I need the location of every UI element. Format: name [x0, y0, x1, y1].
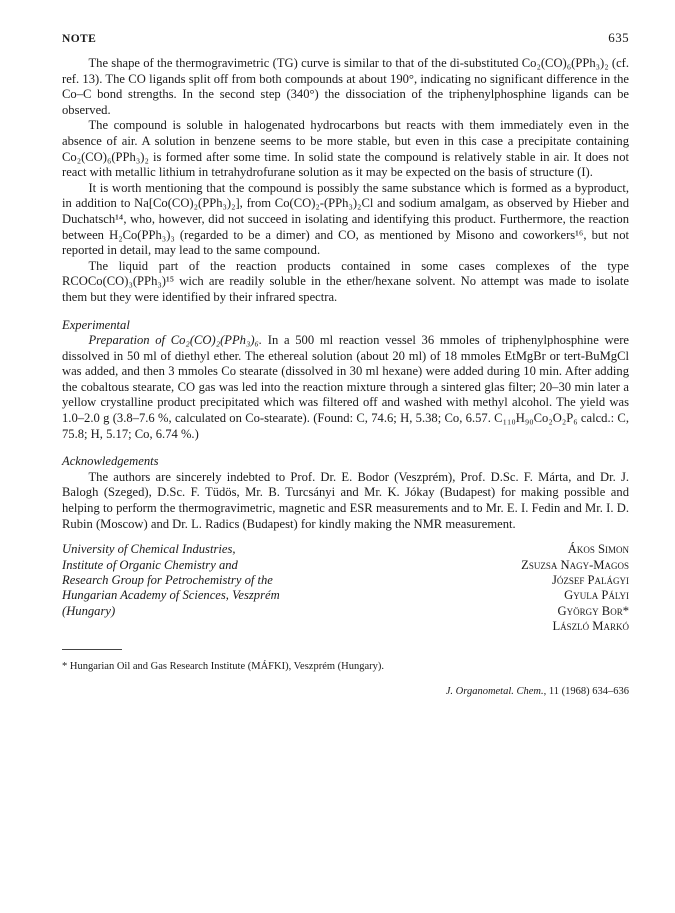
acknowledgements-heading: Acknowledgements: [62, 454, 159, 469]
footnote-divider: [62, 649, 122, 650]
affiliation-line: Hungarian Academy of Sciences, Veszprém: [62, 588, 280, 603]
footnote: * Hungarian Oil and Gas Research Institute (MÁFKI), Veszprém (Hungary).: [62, 660, 385, 672]
experimental-title: Preparation of Co₂(CO)₂(PPh₃)₆.: [88, 333, 263, 348]
affiliation-line: University of Chemical Industries,: [62, 542, 236, 557]
journal-reference: 11 (1968) 634–636: [548, 685, 629, 697]
author-name: Gyula Pályi: [564, 588, 629, 603]
page-number: 635: [608, 30, 629, 45]
affiliation: [62, 542, 280, 634]
author-name: Ákos Simon: [567, 542, 629, 557]
paragraph: The shape of the thermogravimetric (TG) curve is similar to that of the di-substituted Co₂(CO)₆(PPh₃)₂ (cf. ref. 13). The CO ligands split off from both compounds at about 190°, indicating no significant difference in the Co–C bond strengths. In the second step (340°) the dissociation of the triphenylphosphine ligands can be observed.: [62, 56, 629, 117]
author-name: György Bor*: [557, 603, 629, 618]
paragraph: It is worth mentioning that the compound is possibly the same substance which is formed as a byproduct, in addition to Na[Co(CO)₂(PPh₃)₂], from Co(CO)₂-(PPh₃)₂Cl and sodium amalgam, as observed by Hieber and Duchatsch¹⁴, who, however, did not succeed in isolating and identifying this product. Furthermore, the reaction between H₂Co(PPh₃)₃ (regarded to be a dimer) and CO, as mentioned by Misono and coworkers¹⁶, but not reported in detail, may lead to the same compound.: [62, 180, 629, 258]
affiliation-line: Research Group for Petrochemistry of the: [62, 573, 273, 588]
acknowledgements-paragraph: The authors are sincerely indebted to Prof. Dr. E. Bodor (Veszprém), Prof. D.Sc. F. Márta, and Dr. J. Balogh (Szeged), D.Sc. F. Tüdös, Mr. B. Turcsányi and Mr. K. Jókay (Budapest) for making possible and helping to perform the thermogravimetric, magnetic and ESR measurements and to Mr. E. I. Fedin and Mr. I. D. Rubin (Moscow) and Dr. L. Radics (Budapest) for kindly making the NMR measurement.: [62, 469, 629, 531]
page-header: [62, 30, 629, 46]
author-name: József Palágyi: [551, 573, 629, 588]
experimental-body: In a 500 ml reaction vessel 36 mmoles of triphenylphosphine were dissolved in 50 ml of diethyl ether. The ethereal solution (about 20 ml) of 18 mmoles EtMgBr or tert-BuMgCl was added, and then 3 mmoles Co stearate (dissolved in 30 ml hexane) were added during 10 min. After adding the cobaltous stearate, CO gas was led into the reaction mixture through a sintered glas filter; 20–30 min later a yellow crystalline product precipitated which was filtered off and washed with methyl alcohol. The yield was 1.0–2.0 g (3.8–7.6 %, calculated on Co-stearate). (Found: C, 74.6; H, 5.38; Co, 6.57. C₁₁₀H₉₀Co₂O₂P₆ calcd.: C, 75.8; H, 5.17; Co, 6.74 %.): [62, 333, 629, 441]
paragraph: The compound is soluble in halogenated hydrocarbons but reacts with them immediately even in the absence of air. A solution in benzene seems to be more stable, but even in this case a precipitate containing Co₂(CO)₆(PPh₃)₂ is formed after some time. In solid state the compound is relatively stable in air. It does not react with metallic lithium in tetrahydrofurane solution as it may be expected on the basis of structure (I).: [62, 118, 629, 180]
signature-block: [62, 542, 629, 634]
section-label: NOTE: [62, 33, 97, 45]
affiliation-line: (Hungary): [62, 603, 116, 618]
author-name: László Markó: [552, 619, 629, 634]
journal-page: [62, 30, 629, 697]
journal-name: J. Organometal. Chem.,: [445, 685, 547, 697]
paragraph: The liquid part of the reaction products contained in some cases complexes of the type RCOCo(CO)₃(PPh₃)¹⁵ wich are readily soluble in the ether/hexane solvent. No attempt was made to isolate them but they were identified by their infrared spectra.: [62, 258, 629, 304]
author-name: Zsuzsa Nagy-Magos: [521, 557, 629, 572]
affiliation-line: Institute of Organic Chemistry and: [62, 557, 238, 572]
experimental-paragraph: [62, 333, 629, 442]
experimental-heading: Experimental: [62, 317, 130, 332]
journal-citation: [62, 686, 629, 697]
author-list: [521, 542, 629, 634]
